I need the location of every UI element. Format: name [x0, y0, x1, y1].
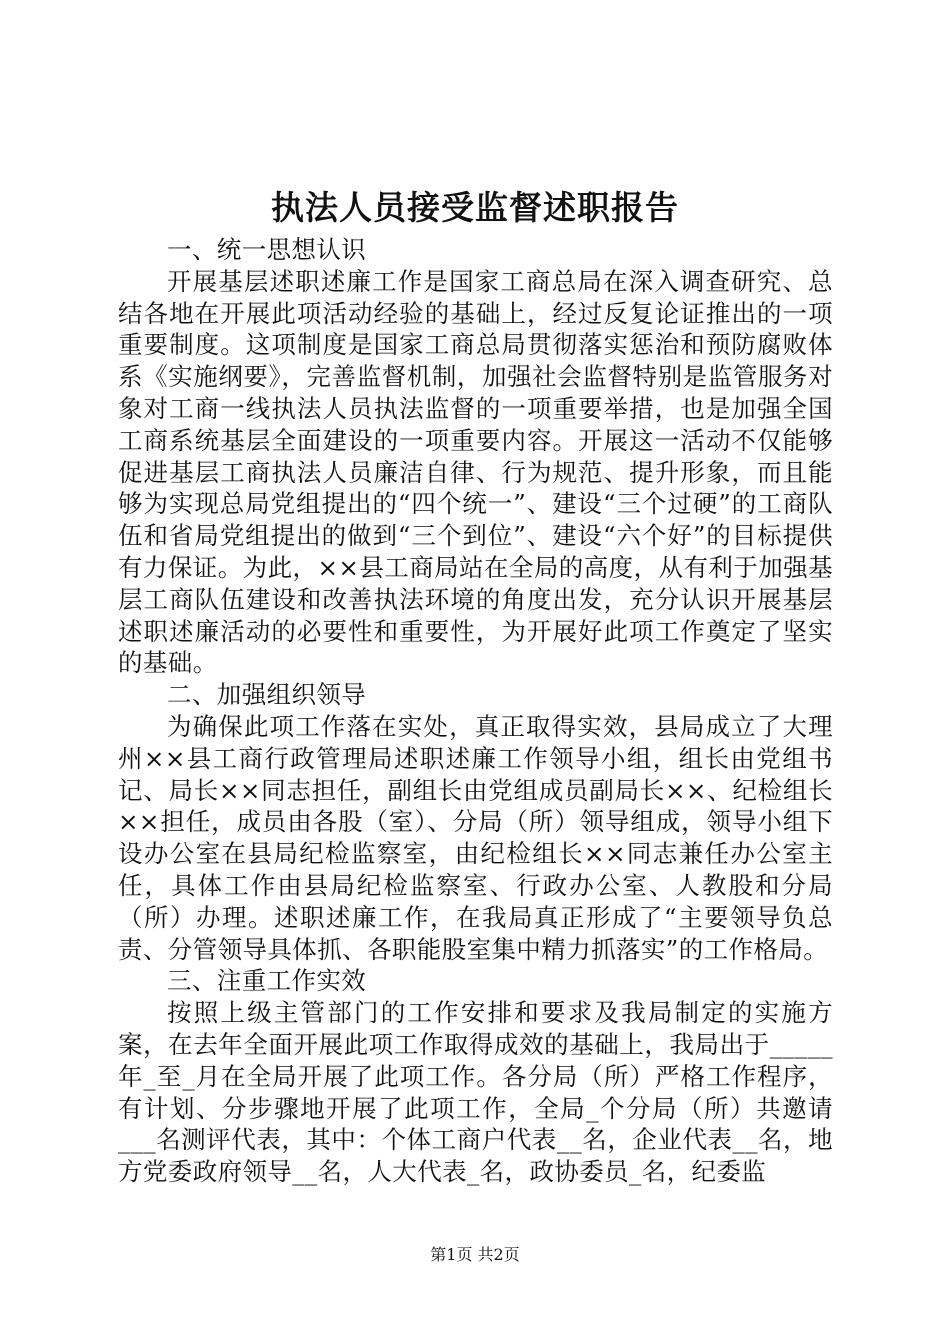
- document-title: 执法人员接受监督述职报告: [271, 188, 679, 227]
- section-heading-3: 三、注重工作实效: [167, 966, 367, 996]
- section-paragraph-3: 按照上级主管部门的工作安排和要求及我局制定的实施方案，在去年全面开展此项工作取得成效的基础上，我局出于_____年_至_月在全局开展了此项工作。各分局（所）严格工作程序，有计划、分步骤地开展了此项工作，全局_个分局（所）共邀请___名测评代表，其中：个体工商户代表__名，企业代表__名，地方党委政府领导__名，人大代表_名，政协委员_名，纪委监: [118, 998, 833, 1187]
- section-heading-2: 二、加强组织领导: [167, 680, 367, 710]
- page-number-footer: 第1页 共2页: [430, 1245, 520, 1264]
- document-body: [118, 234, 833, 1188]
- section-heading-1: 一、统一思想认识: [167, 235, 367, 264]
- section-paragraph-2: 为确保此项工作落在实处，真正取得实效，县局成立了大理州××县工商行政管理局述职述廉工作领导小组，组长由党组书记、局长××同志担任，副组长由党组成员副局长××、纪检组长××担任，成员由各股（室）、分局（所）领导组成，领导小组下设办公室在县局纪检监察室，由纪检组长××同志兼任办公室主任，具体工作由县局纪检监察室、行政办公室、人教股和分局（所）办理。述职述廉工作，在我局真正形成了“主要领导负总责、分管领导具体抓、各职能股室集中精力抓落实”的工作格局。: [118, 711, 833, 964]
- section-paragraph-1: 开展基层述职述廉工作是国家工商总局在深入调查研究、总结各地在开展此项活动经验的基础上，经过反复论证推出的一项重要制度。这项制度是国家工商总局贯彻落实惩治和预防腐败体系《实施纲要》，完善监督机制，加强社会监督特别是监管服务对象对工商一线执法人员执法监督的一项重要举措，也是加强全国工商系统基层全面建设的一项重要内容。开展这一活动不仅能够促进基层工商执法人员廉洁自律、行为规范、提升形象，而且能够为实现总局党组提出的“四个统一”、建设“三个过硬”的工商队伍和省局党组提出的做到“三个到位”、建设“六个好”的目标提供有力保证。为此，××县工商局站在全局的高度，从有利于加强基层工商队伍建设和改善执法环境的角度出发，充分认识开展基层述职述廉活动的必要性和重要性，为开展好此项工作奠定了坚实的基础。: [118, 266, 833, 678]
